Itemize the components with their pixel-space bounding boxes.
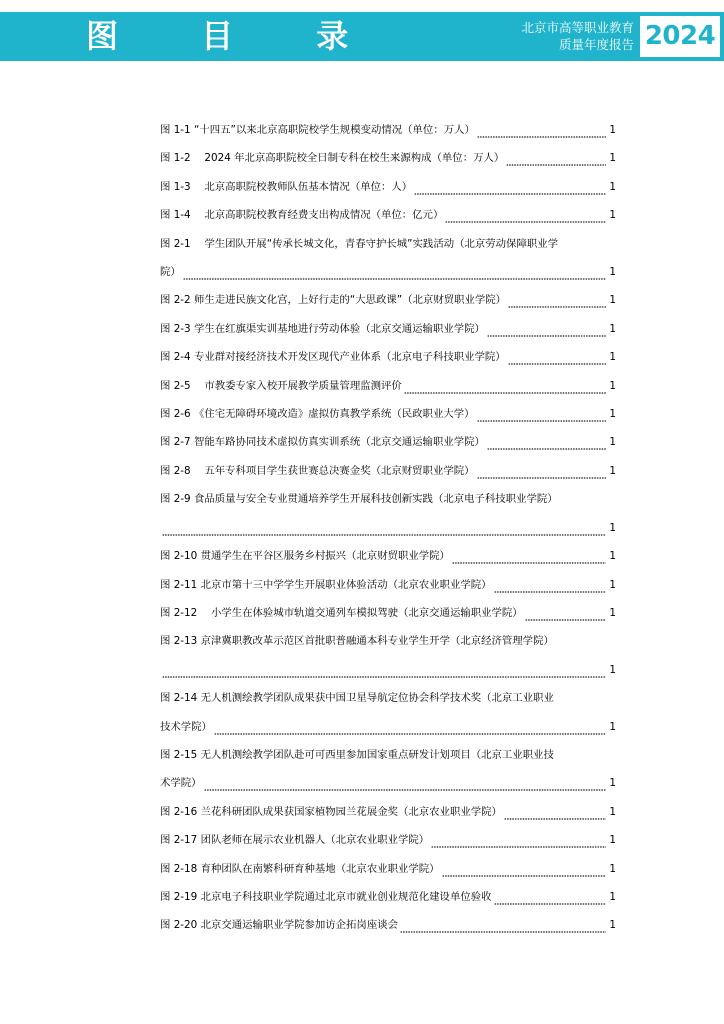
toc-entry[interactable] [160, 741, 616, 798]
dot-leader [494, 883, 607, 911]
dot-leader [508, 286, 606, 314]
toc-entry[interactable] [160, 286, 616, 314]
dot-leader [504, 798, 606, 826]
toc-entry-label: 图 2-5 市教委专家入校开展教学质量管理监测评价 [160, 379, 402, 392]
toc-entry[interactable] [160, 116, 616, 144]
toc-entry-page: 1 [609, 294, 616, 307]
toc-entry[interactable] [160, 343, 616, 371]
toc-entry-label: 图 2-2 师生走进民族文化宫，上好行走的“大思政课”（北京财贸职业学院） [160, 294, 507, 307]
toc-entry-label: 图 2-14 无人机测绘教学团队成果获中国卫星导航定位协会科学技术奖（北京工业职业 [160, 692, 554, 705]
toc-entry-label: 图 2-18 育种团队在南繁科研育种基地（北京农业职业学院） [160, 862, 440, 875]
page-title: 图 目 录 [86, 17, 385, 55]
toc-entry[interactable] [160, 883, 616, 911]
toc-entry-page: 1 [609, 606, 616, 619]
dot-leader [477, 400, 607, 428]
toc-entry[interactable] [160, 542, 616, 570]
toc-entry-label: 图 2-12 小学生在体验城市轨道交通列车模拟驾驶（北京交通运输职业学院） [160, 606, 523, 619]
toc-entry[interactable] [160, 457, 616, 485]
dot-leader [452, 542, 606, 570]
toc-entry-page: 1 [609, 521, 616, 534]
report-name [434, 19, 634, 53]
dot-leader [494, 571, 607, 599]
dot-leader [404, 372, 607, 400]
year-badge [640, 16, 720, 57]
toc-entry-page: 1 [609, 890, 616, 903]
dot-leader [477, 116, 606, 144]
toc-entry-label: 图 2-6 《住宅无障碍环境改造》虚拟仿真教学系统（民政职业大学） [160, 408, 475, 421]
toc-entry-page: 1 [609, 805, 616, 818]
dot-leader [162, 514, 606, 542]
toc-entry-page: 1 [609, 550, 616, 563]
toc-entry-label: 图 2-9 食品质量与安全专业贯通培养学生开展科技创新实践（北京电子科技职业学院） [160, 493, 558, 506]
toc-entry-label: 图 2-7 智能车路协同技术虚拟仿真实训系统（北京交通运输职业学院） [160, 436, 485, 449]
toc-entry-label: 图 1-3 北京高职院校教师队伍基本情况（单位：人） [160, 180, 413, 193]
toc-entry-continuation [160, 656, 616, 684]
toc-entry-label: 图 1-2 2024 年北京高职院校全日制专科在校生来源构成（单位：万人） [160, 152, 505, 165]
toc-entry[interactable] [160, 911, 616, 939]
dot-leader [487, 428, 606, 456]
toc-entry-page: 1 [609, 322, 616, 335]
toc-entry-continuation [160, 769, 616, 797]
toc-entry[interactable] [160, 428, 616, 456]
toc-entry-label: 术学院） [160, 777, 202, 790]
toc-entry-page: 1 [609, 777, 616, 790]
dot-leader [162, 656, 606, 684]
dot-leader [487, 315, 606, 343]
toc-entry-label: 技术学院） [160, 720, 212, 733]
dot-leader [442, 855, 607, 883]
dot-leader [445, 201, 606, 229]
toc-entry-label: 图 2-17 团队老师在展示农业机器人（北京农业职业学院） [160, 834, 430, 847]
toc-entry-label: 图 2-10 贯通学生在平谷区服务乡村振兴（北京财贸职业学院） [160, 550, 450, 563]
toc-entry[interactable] [160, 173, 616, 201]
toc-entry-label: 图 2-15 无人机测绘教学团队赴可可西里参加国家重点研发计划项目（北京工业职业技 [160, 748, 554, 761]
toc-entry-page: 1 [609, 834, 616, 847]
toc-entry-label: 图 2-19 北京电子科技职业学院通过北京市就业创业规范化建设单位验收 [160, 890, 492, 903]
dot-leader [477, 457, 607, 485]
toc-entry-label: 图 2-8 五年专科项目学生获世赛总决赛金奖（北京财贸职业学院） [160, 464, 475, 477]
toc-entry-page: 1 [609, 209, 616, 222]
toc-entry-page: 1 [609, 180, 616, 193]
toc-entry[interactable] [160, 599, 616, 627]
toc-entry-page: 1 [609, 663, 616, 676]
dot-leader [214, 713, 606, 741]
report-name-line2: 质量年度报告 [558, 37, 634, 52]
toc-entry-page: 1 [609, 436, 616, 449]
toc-entry-label: 图 2-4 专业群对接经济技术开发区现代产业体系（北京电子科技职业学院） [160, 351, 506, 364]
toc-entry-page: 1 [609, 464, 616, 477]
toc-entry-page: 1 [609, 720, 616, 733]
toc-entry-page: 1 [609, 408, 616, 421]
toc-entry-page: 1 [609, 862, 616, 875]
toc-entry[interactable] [160, 571, 616, 599]
toc-entry-page: 1 [609, 578, 616, 591]
figure-list [160, 116, 616, 940]
toc-entry-continuation [160, 713, 616, 741]
toc-entry-page: 1 [609, 379, 616, 392]
toc-entry[interactable] [160, 315, 616, 343]
toc-entry-label: 图 2-1 学生团队开展“传承长城文化，青春守护长城”实践活动（北京劳动保障职业学 [160, 237, 559, 250]
dot-leader [508, 343, 607, 371]
dot-leader [506, 144, 606, 172]
toc-entry-label: 图 2-3 学生在红旗渠实训基地进行劳动体验（北京交通运输职业学院） [160, 322, 485, 335]
year-label: 2024 [644, 21, 716, 51]
toc-entry[interactable] [160, 684, 616, 741]
toc-entry-label: 图 1-1 “十四五”以来北京高职院校学生规模变动情况（单位：万人） [160, 124, 475, 136]
toc-entry-page: 1 [609, 266, 616, 279]
toc-entry[interactable] [160, 372, 616, 400]
toc-entry-label: 图 1-4 北京高职院校教育经费支出构成情况（单位：亿元） [160, 209, 444, 222]
toc-entry-continuation [160, 258, 616, 286]
dot-leader [400, 911, 606, 939]
toc-entry-page: 1 [609, 919, 616, 932]
toc-entry-page: 1 [609, 351, 616, 364]
header-banner [0, 12, 724, 61]
dot-leader [431, 826, 606, 854]
dot-leader [183, 258, 607, 286]
toc-entry-page: 1 [609, 152, 616, 165]
toc-entry-label: 图 2-13 京津冀职教改革示范区首批职普融通本科专业学生开学（北京经济管理学院） [160, 635, 554, 648]
toc-entry[interactable] [160, 627, 616, 684]
report-name-line1: 北京市高等职业教育 [521, 20, 634, 35]
toc-entry[interactable] [160, 826, 616, 854]
toc-entry-label: 院） [160, 266, 181, 279]
dot-leader [525, 599, 607, 627]
toc-entry[interactable] [160, 144, 616, 172]
toc-entry[interactable] [160, 798, 616, 826]
toc-entry[interactable] [160, 201, 616, 229]
toc-entry-page: 1 [609, 124, 616, 136]
toc-entry-continuation [160, 514, 616, 542]
toc-entry-label: 图 2-16 兰花科研团队成果获国家植物园兰花展金奖（北京农业职业学院） [160, 805, 502, 818]
toc-entry-label: 图 2-11 北京市第十三中学学生开展职业体验活动（北京农业职业学院） [160, 578, 492, 591]
dot-leader [204, 769, 607, 797]
toc-entry[interactable] [160, 400, 616, 428]
toc-entry[interactable] [160, 485, 616, 542]
toc-entry-label: 图 2-20 北京交通运输职业学院参加访企拓岗座谈会 [160, 919, 398, 932]
toc-entry[interactable] [160, 230, 616, 287]
toc-entry[interactable] [160, 855, 616, 883]
dot-leader [414, 173, 606, 201]
